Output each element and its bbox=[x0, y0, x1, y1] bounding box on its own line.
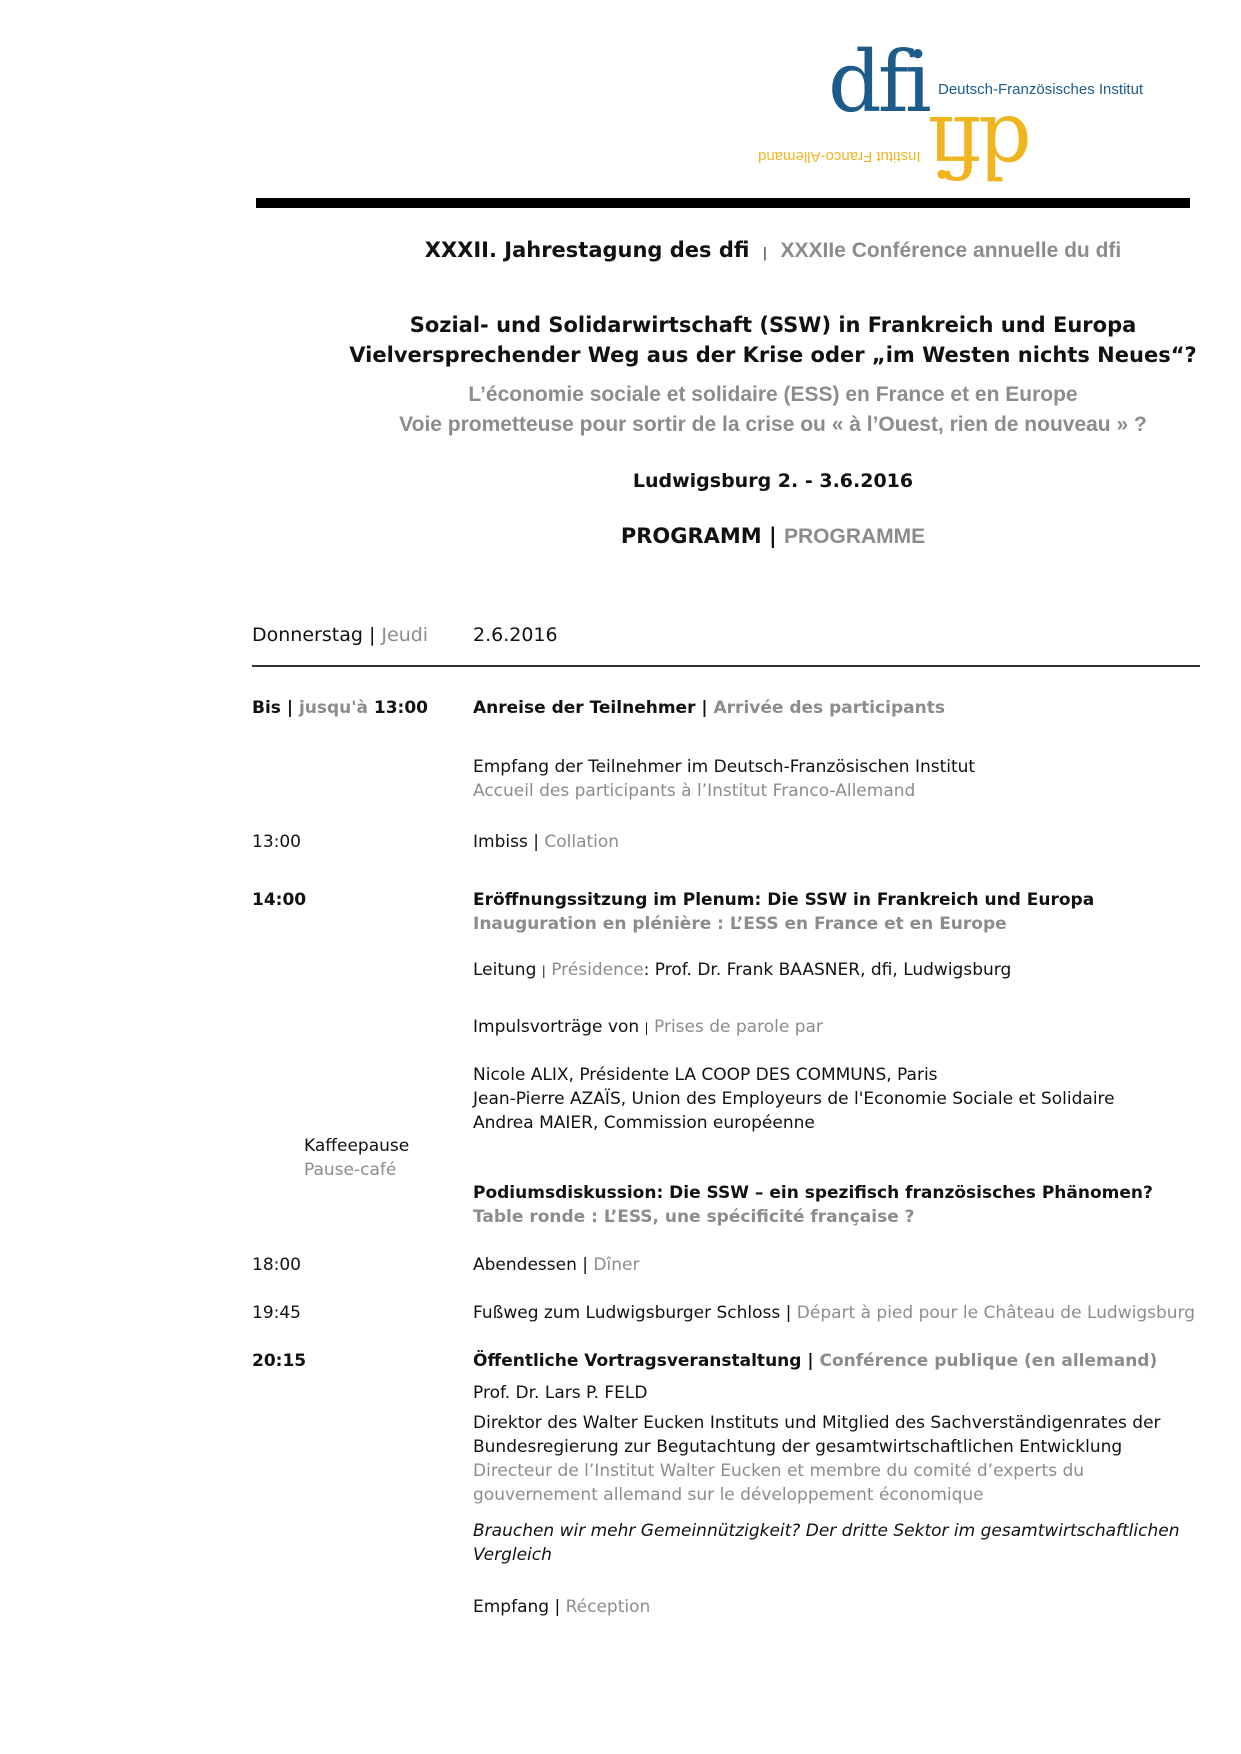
arrival-time bbox=[252, 696, 428, 720]
day-label-de: Donnerstag bbox=[252, 624, 363, 646]
theme-de-line1: Sozial- und Solidarwirtschaft (SSW) in Frankreich und Europa bbox=[409, 313, 1137, 337]
logo-tagline-de: Deutsch-Französisches Institut bbox=[938, 81, 1144, 98]
theme-de bbox=[150, 310, 1241, 370]
conference-title bbox=[150, 238, 1241, 263]
lecture-topic-2: Vergleich bbox=[473, 1545, 552, 1565]
lecturer-role-de-2: Bundesregierung zur Begutachtung der gesamtwirtschaftlichen Entwicklung bbox=[473, 1437, 1123, 1457]
theme-de-line2: Vielversprechender Weg aus der Krise oder „im Westen nichts Neues“? bbox=[349, 343, 1197, 367]
day-rule bbox=[252, 665, 1200, 667]
lecturer-name: Prof. Dr. Lars P. FELD bbox=[473, 1383, 648, 1403]
reception-de: Empfang der Teilnehmer im Deutsch-Französischen Institut bbox=[473, 757, 976, 777]
header-rule bbox=[256, 198, 1190, 208]
closing-reception bbox=[473, 1595, 650, 1619]
theme-fr-line1: L’économie sociale et solidaire (ESS) en France et en Europe bbox=[468, 383, 1078, 406]
lecture-title-separator: | bbox=[807, 1351, 814, 1371]
speaker-2: Jean-Pierre AZAÏS, Union des Employeurs de l'Economie Sociale et Solidaire bbox=[473, 1089, 1115, 1109]
theme-fr-line2: Voie prometteuse pour sortir de la crise ou « à l’Ouest, rien de nouveau » ? bbox=[399, 413, 1147, 436]
snack-title-de: Imbiss bbox=[473, 832, 528, 852]
chair-line bbox=[473, 958, 1011, 983]
arrival-until-time: 13:00 bbox=[373, 698, 429, 718]
opening-title-fr: Inauguration en plénière : L’ESS en France et en Europe bbox=[473, 914, 1007, 934]
logo-dfi-mirrored: dfi bbox=[932, 97, 1032, 195]
talks-line bbox=[473, 1015, 823, 1040]
opening-time: 14:00 bbox=[252, 890, 307, 910]
arrival-title bbox=[473, 696, 945, 720]
theme-fr bbox=[150, 380, 1241, 440]
arrival-until-fr: jusqu'à bbox=[298, 698, 368, 718]
coffee-break-fr: Pause-café bbox=[304, 1160, 397, 1180]
coffee-break-de: Kaffeepause bbox=[304, 1136, 410, 1156]
lecture-time: 20:15 bbox=[252, 1351, 307, 1371]
lecturer-role-fr-2: gouvernement allemand sur le développement économique bbox=[473, 1485, 984, 1505]
walk-title-fr: Départ à pied pour le Château de Ludwigsburg bbox=[796, 1303, 1196, 1323]
lecture-title bbox=[473, 1349, 1157, 1373]
conference-title-de: XXXII. Jahrestagung des dfi bbox=[424, 238, 750, 262]
lecturer-role-fr-1: Directeur de l’Institut Walter Eucken et membre du comité d’experts du bbox=[473, 1461, 1085, 1481]
walk-title-de: Fußweg zum Ludwigsburger Schloss bbox=[473, 1303, 781, 1323]
speaker-3: Andrea MAIER, Commission européenne bbox=[473, 1113, 815, 1133]
snack-title-separator: | bbox=[533, 832, 539, 852]
snack-title-fr: Collation bbox=[544, 832, 620, 852]
lecture-topic-1: Brauchen wir mehr Gemeinnützigkeit? Der dritte Sektor im gesamtwirtschaftlichen bbox=[473, 1521, 1180, 1541]
closing-reception-separator: | bbox=[554, 1597, 561, 1617]
arrival-title-separator: | bbox=[701, 698, 708, 718]
lecture-title-de: Öffentliche Vortragsveranstaltung bbox=[473, 1351, 802, 1371]
chair-separator: | bbox=[541, 964, 546, 978]
reception-fr: Accueil des participants à l’Institut Franco-Allemand bbox=[473, 781, 916, 801]
panel-title-de: Podiumsdiskussion: Die SSW – ein spezifisch französisches Phänomen? bbox=[473, 1183, 1153, 1203]
programme-heading-fr: PROGRAMME bbox=[784, 525, 926, 548]
walk-time: 19:45 bbox=[252, 1303, 301, 1323]
snack-time: 13:00 bbox=[252, 832, 301, 852]
dinner-title bbox=[473, 1253, 639, 1277]
conference-title-fr: XXXIIe Conférence annuelle du dfi bbox=[780, 239, 1122, 262]
dinner-time: 18:00 bbox=[252, 1255, 301, 1275]
walk-title bbox=[473, 1301, 1195, 1325]
snack-title bbox=[473, 830, 619, 854]
programme-heading-separator: | bbox=[769, 524, 777, 548]
lecturer-role-de-1: Direktor des Walter Eucken Instituts und Mitglied des Sachverständigenrates der bbox=[473, 1413, 1161, 1433]
speaker-1: Nicole ALIX, Présidente LA COOP DES COMMUNS, Paris bbox=[473, 1065, 938, 1085]
talks-separator: | bbox=[644, 1021, 649, 1035]
conference-title-separator: | bbox=[762, 246, 768, 261]
dinner-title-de: Abendessen bbox=[473, 1255, 577, 1275]
programme-heading-de: PROGRAMM bbox=[620, 524, 762, 548]
lecture-title-fr: Conférence publique (en allemand) bbox=[819, 1351, 1158, 1371]
arrival-title-de: Anreise der Teilnehmer bbox=[473, 698, 696, 718]
day-label bbox=[252, 624, 428, 646]
day-label-fr: Jeudi bbox=[381, 624, 429, 646]
closing-reception-fr: Réception bbox=[565, 1597, 651, 1617]
chair-label-fr: Présidence bbox=[551, 960, 644, 980]
chair-name: : Prof. Dr. Frank BAASNER, dfi, Ludwigsburg bbox=[643, 960, 1012, 980]
arrival-until-separator: | bbox=[286, 698, 294, 718]
chair-label-de: Leitung bbox=[473, 960, 537, 980]
dinner-title-separator: | bbox=[582, 1255, 588, 1275]
dinner-title-fr: Dîner bbox=[593, 1255, 640, 1275]
logo-tagline-fr: Institut Franco-Allemand bbox=[758, 148, 921, 165]
walk-title-separator: | bbox=[785, 1303, 792, 1323]
arrival-title-fr: Arrivée des participants bbox=[713, 698, 945, 718]
talks-label-fr: Prises de parole par bbox=[654, 1017, 823, 1037]
logo-dfi: dfi bbox=[828, 33, 928, 131]
arrival-until-de: Bis bbox=[252, 698, 281, 718]
place-date: Ludwigsburg 2. - 3.6.2016 bbox=[632, 470, 914, 492]
panel-title-fr: Table ronde : L’ESS, une spécificité française ? bbox=[473, 1207, 915, 1227]
talks-label-de: Impulsvorträge von bbox=[473, 1017, 640, 1037]
closing-reception-de: Empfang bbox=[473, 1597, 550, 1617]
day-date: 2.6.2016 bbox=[473, 624, 558, 646]
day-label-separator: | bbox=[368, 624, 376, 646]
programme-heading bbox=[150, 524, 1241, 549]
opening-title-de: Eröffnungssitzung im Plenum: Die SSW in Frankreich und Europa bbox=[473, 890, 1095, 910]
